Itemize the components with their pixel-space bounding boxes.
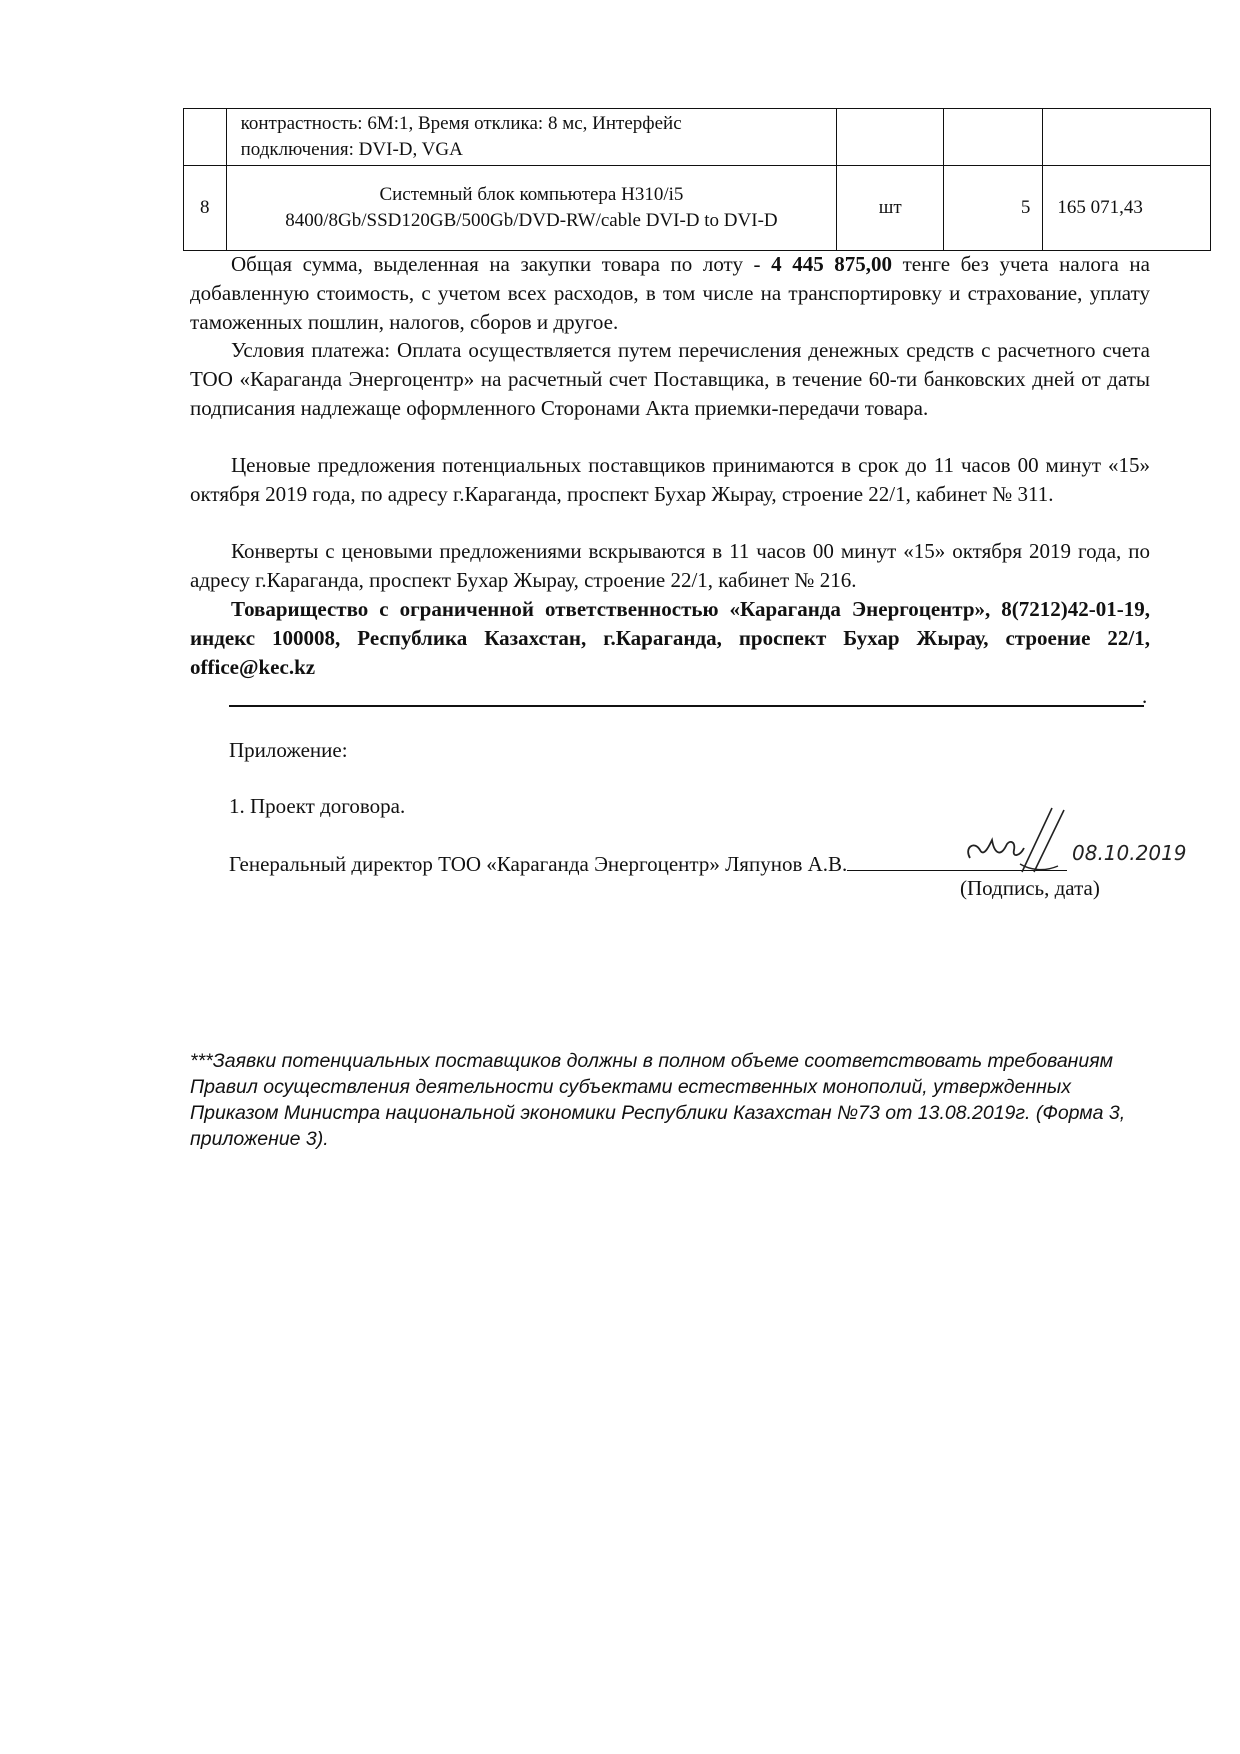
table-row — [184, 109, 1211, 166]
signature-caption: (Подпись, дата) — [960, 876, 1100, 900]
item-unit: шт — [837, 166, 944, 251]
total-amount-paragraph — [190, 250, 1150, 337]
item-quantity — [944, 109, 1043, 166]
item-description-line: контрастность: 6М:1, Время отклика: 8 мс, Интерфейс — [240, 113, 682, 134]
handwritten-signature — [960, 800, 1187, 880]
item-description — [226, 109, 837, 166]
signer-name: Генеральный директор ТОО «Караганда Энергоцентр» Ляпунов А.В. — [229, 852, 848, 876]
item-quantity: 5 — [944, 166, 1043, 251]
total-suffix: тенге без учета налога на добавленную стоимость, с учетом всех расходов, в том числе на транспортировку и страхование, уплату таможенных пошлин, налогов, сборов и другое. — [190, 252, 1150, 334]
items-table — [183, 108, 1211, 251]
item-price — [1043, 109, 1211, 166]
appendix-item: 1. Проект договора. — [229, 794, 406, 818]
item-description — [226, 166, 837, 251]
submission-deadline-paragraph: Ценовые предложения потенциальных поставщиков принимаются в срок до 11 часов 00 минут «15» октября 2019 года, по адресу г.Караганда, проспект Бухар Жырау, строение 22/1, кабинет № 311. — [190, 453, 1150, 506]
row-number — [184, 109, 227, 166]
row-number: 8 — [184, 166, 227, 251]
signer-line — [229, 848, 1067, 877]
total-amount: 4 445 875,00 — [771, 252, 893, 276]
item-description-line: подключения: DVI-D, VGA — [240, 139, 463, 160]
item-unit — [837, 109, 944, 166]
payment-terms-paragraph: Условия платежа: Оплата осуществляется путем перечисления денежных средств с расчетного счета ТОО «Караганда Энергоцентр» на расчетный счет Поставщика, в течение 60-ти банковских дней от даты подписания надлежаще оформленного Сторонами Акта приемки-передачи товара. — [190, 338, 1150, 420]
company-details-paragraph: Товарищество с ограниченной ответственностью «Караганда Энергоцентр», 8(7212)42-01-19, индекс 100008, Республика Казахстан, г.Караганда, проспект Бухар Жырау, строение 22/1, office@kec.kz — [190, 597, 1150, 679]
item-description-line: Системный блок компьютера H310/i5 — [379, 184, 684, 205]
divider-line — [229, 705, 1144, 707]
envelope-opening-paragraph: Конверты с ценовыми предложениями вскрываются в 11 часов 00 минут «15» октября 2019 года, по адресу г.Караганда, проспект Бухар Жырау, строение 22/1, кабинет № 216. — [190, 539, 1150, 592]
table-row — [184, 166, 1211, 251]
appendix-label: Приложение: — [229, 738, 348, 762]
total-prefix: Общая сумма, выделенная на закупки товара по лоту - — [231, 252, 772, 276]
item-description-line: 8400/8Gb/SSD120GB/500Gb/DVD-RW/cable DVI-D to DVI-D — [285, 210, 778, 231]
divider-dot: . — [1142, 684, 1148, 708]
item-price: 165 071,43 — [1043, 166, 1211, 251]
handwritten-date: 08.10.2019 — [1072, 841, 1187, 865]
requirements-footnote: ***Заявки потенциальных поставщиков должны в полном объеме соответствовать требованиям Правил осуществления деятельности субъектами естественных монополий, утвержденных Приказом Министра национальной экономики Республики Казахстан №73 от 13.08.2019г. (Форма 3, приложение 3). — [190, 1050, 1126, 1150]
